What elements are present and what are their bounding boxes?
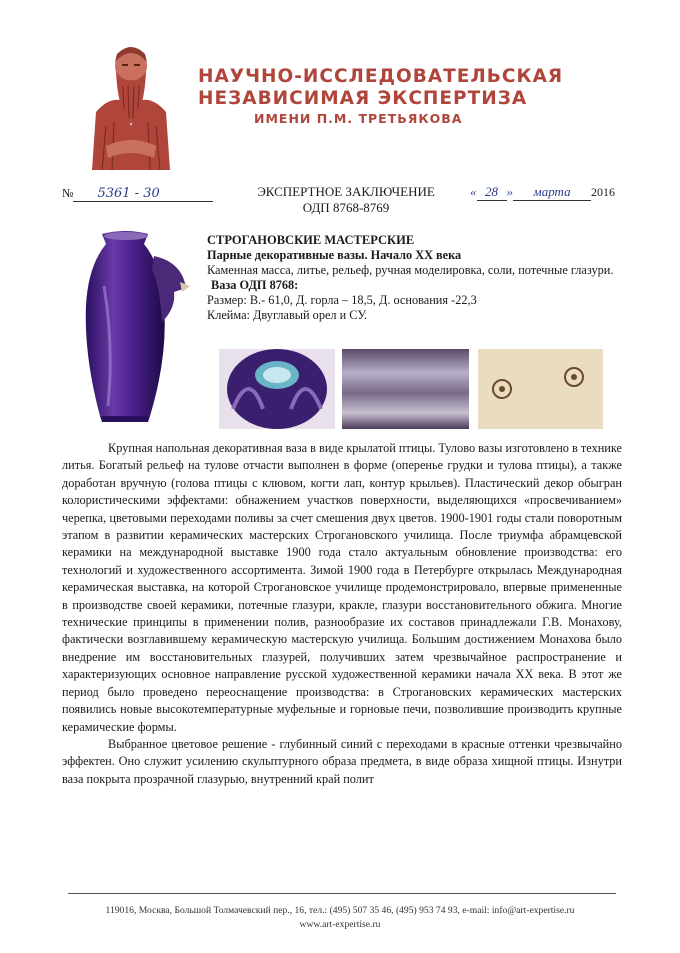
number-prefix: № [62,186,74,200]
footer-website: www.art-expertise.ru [299,919,381,930]
date-day: 28 [477,184,507,201]
document-title-line-2: ОДП 8768-8769 [302,200,390,215]
vase-photo [64,226,194,426]
item-title-rest: . Начало XX века [364,248,462,262]
item-materials: Каменная масса, литье, рельеф, ручная моделировка, соли, потечные глазури. [207,263,614,277]
footer-address: 119016, Москва, Большой Толмачевский пер., 16, тел.: (495) 507 35 46, (495) 953 74 93, e-mail: info@art-expertise.ru [105,905,575,916]
organization-line-1: НАУЧНО-ИССЛЕДОВАТЕЛЬСКАЯ [198,66,564,87]
document-title-line-1: ЭКСПЕРТНОЕ ЗАКЛЮЧЕНИЕ [257,184,435,199]
organization-name [198,66,564,128]
item-vase-label: Ваза ОДП 8768: [211,278,299,292]
glaze-detail-photo [342,349,469,429]
date-year: 2016 [591,185,615,199]
organization-line-2: НЕЗАВИСИМАЯ ЭКСПЕРТИЗА [198,88,528,109]
item-maker: СТРОГАНОВСКИЕ МАСТЕРСКИЕ [207,233,415,247]
portrait-logo [88,42,174,170]
date-open-quote: « [470,184,477,199]
organization-line-3: ИМЕНИ П.М. ТРЕТЬЯКОВА [254,111,463,126]
document-number [62,186,213,202]
expert-text [62,440,622,788]
document-title [246,184,446,216]
item-description [207,233,627,323]
paragraph-1: Крупная напольная декоративная ваза в виде крылатой птицы. Тулово вазы изготовлено в технике литья. Богатый рельеф на тулове отчасти выполнен в форме (оперенье грудки и тулова птицы), а также доработан вручную (голова птицы с клювом, когти лап, контур крыльев). Пластический декор обыгран колористическими эффектами: обнажением участков поверхности, выделяющихся «просвечиванием» черепка, цветовыми переходами поливы за счет смешения двух цветов. 1900-1901 годы стали поворотным этапом в развитии керамических мастерских Строгановского училища. После триумфа абрамцевской керамики на международной выставке 1900 года стало актуальным обновление производства: его технологий и художественного ассортимента. Зимой 1900 года в Петербурге открылась Международная керамическая выставка, на которой Строгановское училище продемонстрировало, впервые примененные в производстве своей керамики, потечные глазури, кракле, глазури восстановительного обжига. Многие технические принципы в применении полив, разнообразие их составов принадлежали Г.В. Монахову, фактически возглавившему керамическую мастерскую училища. Большим достижением Монахова было внедрение им восстановительных глазурей, получивших затем чрезвычайное распространение и характеризующих основное направление русской художественной керамики начала XX века. В этот же период было проведено переоснащение производства: в Строгановских керамических мастерских появились новые высокотемпературные муфельные и горновые печи, позволившие производить крупные керамические формы. [62,441,623,734]
paragraph-2: Выбранное цветовое решение - глубинный синий с переходами в красные оттенки чрезвычайно эффектен. Оно служит усилению скульптурного образа предмета, в виде образа хищной птицы. Изнутри ваза покрыта прозрачной глазурью, внутренний край полит [62,736,622,786]
number-value: 5361 - 30 [73,186,213,202]
base-marks-photo [478,349,603,429]
document-date [470,184,615,201]
item-title-bold: Парные декоративные вазы [207,248,365,262]
footer-divider [68,893,616,894]
footer [60,904,620,932]
date-close-quote: » [506,184,513,199]
item-size: Размер: В.- 61,0, Д. горла – 18,5, Д. основания -22,3 [207,293,477,307]
item-marks: Клейма: Двуглавый орел и СУ. [207,308,368,322]
date-month: марта [513,184,591,201]
item-title [207,248,627,263]
vase-top-photo [219,349,335,429]
